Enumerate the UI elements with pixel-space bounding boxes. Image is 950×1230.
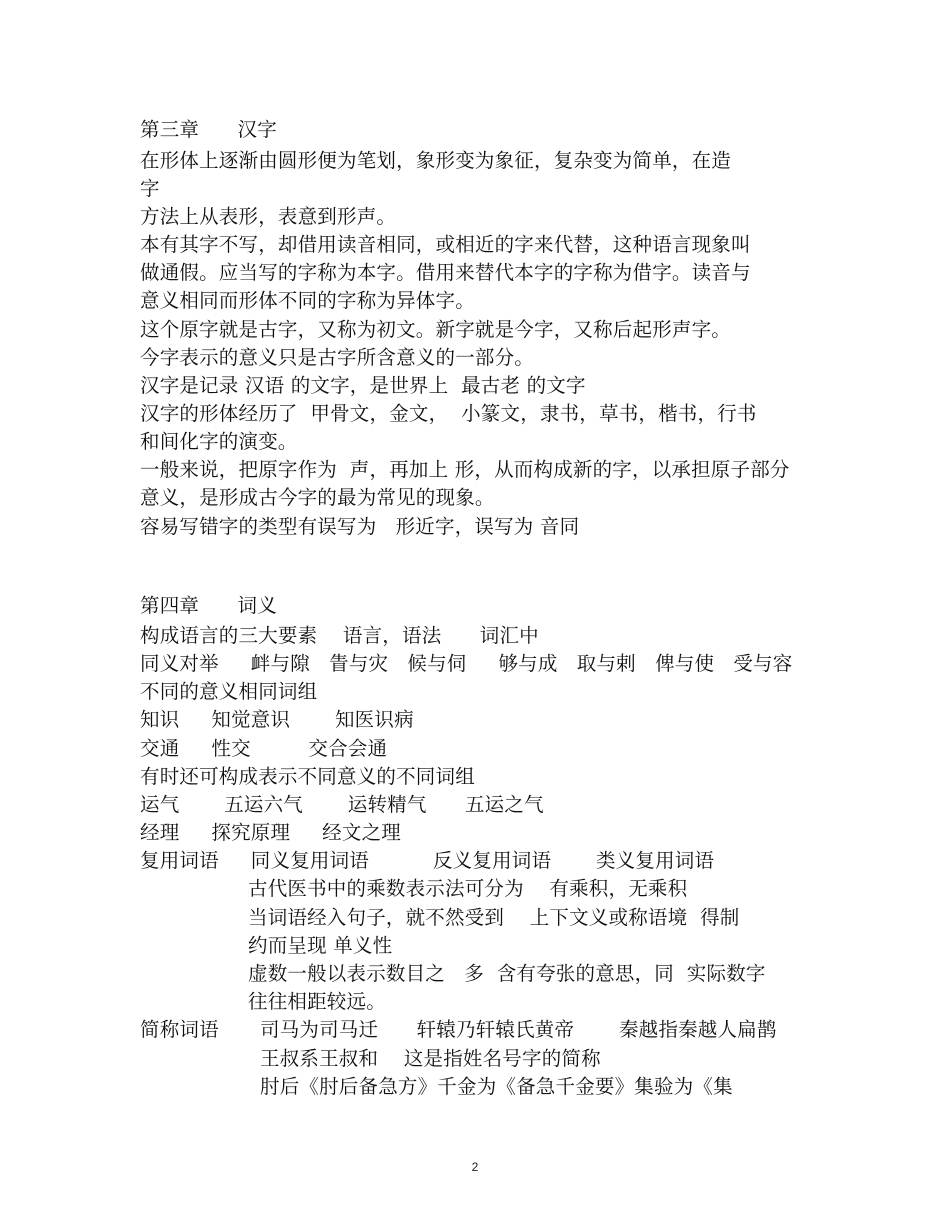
chapter3-line: 意义相同而形体不同的字称为异体字。 (140, 289, 475, 312)
chapter4-indented-line: 虚数一般以表示数目之 多 含有夸张的意思，同 实际数字 (248, 962, 766, 985)
chapter3-line: 意义，是形成古今字的最为常见的现象。 (140, 486, 495, 509)
chapter4-heading: 第四章 词义 (140, 594, 277, 617)
chapter4-line: 运气 五运六气 运转精气 五运之气 (140, 793, 544, 816)
chapter3-line: 汉字的形体经历了 甲骨文，金文， 小篆文，隶书，草书，楷书，行书 (140, 402, 757, 425)
chapter3-line: 今字表示的意义只是古字所含意义的一部分。 (140, 346, 535, 369)
page-number: 2 (471, 1160, 479, 1174)
chapter3-line: 在形体上逐渐由圆形便为笔划，象形变为象征，复杂变为简单，在造 (140, 149, 732, 172)
chapter4-line: 知识 知觉意识 知医识病 (140, 708, 414, 731)
chapter3-line: 做通假。应当写的字称为本字。借用来替代本字的字称为借字。读音与 (140, 261, 751, 284)
chapter3-line: 汉字是记录 汉语 的文字，是世界上 最古老 的文字 (140, 374, 586, 397)
chapter3-line: 这个原字就是古字，又称为初文。新字就是今字，又称后起形声字。 (140, 318, 732, 341)
chapter4-line: 构成语言的三大要素 语言，语法 词汇中 (140, 624, 539, 647)
chapter4-indented-line: 古代医书中的乘数表示法可分为 有乘积，无乘积 (248, 877, 688, 900)
chapter4-line: 不同的意义相同词组 (140, 680, 318, 703)
chapter3-line: 方法上从表形，表意到形声。 (140, 205, 397, 228)
chapter3-line: 字 (140, 177, 160, 200)
abbrev-line: 司马为司马迁 轩辕乃轩辕氏黄帝 秦越指秦越人扁鹊 (260, 1018, 777, 1041)
chapter3-line: 本有其字不写，却借用读音相同，或相近的字来代替，这种语言现象叫 (140, 233, 751, 256)
chapter3-line: 容易写错字的类型有误写为 形近字，误写为 音同 (140, 515, 580, 538)
chapter3-line: 一般来说，把原字作为 声，再加上 形，从而构成新的字，以承担原子部分 (140, 458, 790, 481)
abbrev-line: 肘后《肘后备急方》千金为《备急千金要》集验为《集 (260, 1075, 733, 1098)
abbrev-line: 王叔系王叔和 这是指姓名号字的简称 (260, 1047, 601, 1070)
chapter3-line: 和间化字的演变。 (140, 430, 298, 453)
chapter4-line: 同义对举 衅与隙 眚与灾 候与伺 够与成 取与剌 俾与使 受与容 (140, 652, 793, 675)
chapter4-indented-line: 约而呈现 单义性 (248, 934, 393, 957)
chapter4-line: 复用词语 同义复用词语 反义复用词语 类义复用词语 (140, 849, 715, 872)
chapter4-line: 有时还可构成表示不同意义的不同词组 (140, 765, 475, 788)
abbrev-label: 简称词语 (140, 1018, 219, 1041)
chapter4-indented-line: 往往相距较远。 (248, 990, 386, 1013)
chapter3-heading: 第三章 汉字 (140, 118, 277, 141)
chapter4-line: 交通 性交 交合会通 (140, 737, 388, 760)
chapter4-line: 经理 探究原理 经文之理 (140, 821, 401, 844)
chapter4-indented-line: 当词语经入句子，就不然受到 上下文义或称语境 得制 (248, 906, 740, 929)
